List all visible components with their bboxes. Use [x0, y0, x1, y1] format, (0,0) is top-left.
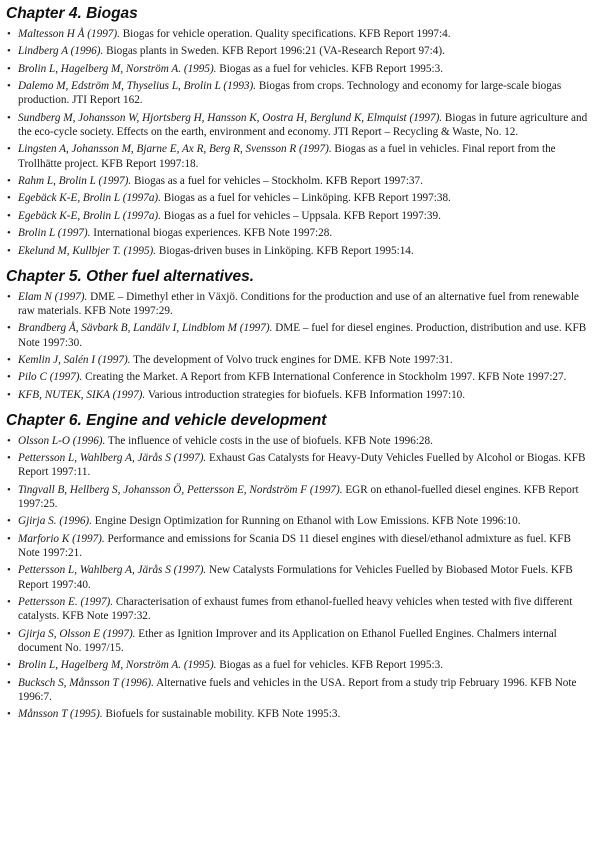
- reference-authors: Bucksch S, Månsson T (1996).: [18, 676, 154, 689]
- reference-text: Exhaust Gas Catalysts for Heavy-Duty Vehicles Fuelled by Alcohol or Biogas. KFB Report 1997:11.: [18, 452, 586, 479]
- reference-text: DME – fuel for diesel engines. Production, distribution and use. KFB Note 1997:30.: [18, 322, 587, 349]
- reference-authors: Gjirja S. (1996).: [18, 515, 92, 528]
- reference-text: DME – Dimethyl ether in Växjö. Conditions for the production and use of an alternative fuel from renewable raw materials. KFB Note 1997:29.: [18, 290, 579, 317]
- reference-item: [6, 226, 590, 240]
- reference-item: [6, 353, 590, 367]
- reference-list: [6, 290, 590, 402]
- bullet-icon: •: [7, 192, 11, 205]
- reference-item: [6, 174, 590, 188]
- reference-authors: Gjirja S, Olsson E (1997).: [18, 627, 136, 640]
- reference-text: The development of Volvo truck engines for DME. KFB Note 1997:31.: [130, 353, 453, 366]
- reference-item: [6, 434, 590, 448]
- reference-authors: Pettersson L, Wahlberg A, Järås S (1997).: [18, 452, 207, 465]
- reference-text: Biogas as a fuel for vehicles. KFB Report 1995:3.: [216, 62, 443, 75]
- bullet-icon: •: [7, 434, 11, 447]
- reference-item: [6, 370, 590, 384]
- reference-text: Biogas as a fuel for vehicles. KFB Report 1995:3.: [216, 659, 443, 672]
- reference-text: Various introduction strategies for biofuels. KFB Information 1997:10.: [145, 388, 466, 401]
- bullet-icon: •: [7, 452, 11, 465]
- reference-item: [6, 627, 590, 655]
- reference-text: Biogas-driven buses in Linköping. KFB Report 1995:14.: [156, 244, 414, 257]
- reference-item: [6, 321, 590, 349]
- reference-item: [6, 209, 590, 223]
- bullet-icon: •: [7, 62, 11, 75]
- bullet-icon: •: [7, 708, 11, 721]
- bullet-icon: •: [7, 388, 11, 401]
- chapter-heading: Chapter 6. Engine and vehicle development: [6, 411, 327, 429]
- reference-authors: Rahm L, Brolin L (1997).: [18, 174, 132, 187]
- reference-authors: Lingsten A, Johansson M, Bjarne E, Ax R, Berg R, Svensson R (1997).: [18, 143, 332, 156]
- reference-text: EGR on ethanol-fuelled diesel engines. KFB Report 1997:25.: [18, 483, 579, 511]
- reference-text: Ether as Ignition Improver and its Application on Ethanol Fuelled Engines. Chalmers internal document No. 1997/15.: [18, 627, 557, 654]
- chapter-6: [6, 412, 590, 722]
- reference-item: [6, 676, 590, 704]
- reference-text: Biogas plants in Sweden. KFB Report 1996:21 (VA-Research Report 97:4).: [103, 45, 445, 58]
- reference-text: Biogas from crops. Technology and economy for large-scale biogas production. JTI Report 162.: [18, 80, 562, 107]
- reference-item: [6, 62, 590, 76]
- reference-item: [6, 244, 590, 258]
- reference-item: [6, 27, 590, 41]
- reference-item: [6, 563, 590, 591]
- bullet-icon: •: [7, 483, 11, 496]
- reference-authors: Brolin L, Hagelberg M, Norström A. (1995).: [18, 659, 217, 672]
- bullet-icon: •: [7, 596, 11, 609]
- reference-authors: Pettersson L, Wahlberg A, Järås S (1997).: [18, 564, 207, 577]
- chapter-heading: Chapter 5. Other fuel alternatives.: [6, 267, 255, 285]
- bullet-icon: •: [7, 227, 11, 240]
- bullet-icon: •: [7, 371, 11, 384]
- reference-authors: Månsson T (1995).: [18, 708, 103, 721]
- reference-text: Performance and emissions for Scania DS 11 diesel engines with diesel/ethanol admixture as fuel. KFB Note 1997:21.: [18, 532, 571, 560]
- bullet-icon: •: [7, 209, 11, 222]
- reference-text: Biogas in future agriculture and the eco-cycle society. Effects on the earth, environment and economy. JTI Report – Recycling & Waste, No. 12.: [18, 111, 588, 138]
- reference-item: [6, 707, 590, 721]
- reference-authors: Marforio K (1997).: [18, 532, 105, 545]
- reference-text: Biogas for vehicle operation. Quality specifications. KFB Report 1997:4.: [119, 28, 451, 40]
- reference-list: [6, 434, 590, 722]
- bullet-icon: •: [7, 290, 11, 303]
- reference-authors: KFB, NUTEK, SIKA (1997).: [18, 388, 146, 401]
- reference-text: Characterisation of exhaust fumes from ethanol-fuelled heavy vehicles when tested with five different catalysts. KFB Note 1997:32.: [18, 596, 573, 623]
- reference-item: [6, 595, 590, 623]
- bullet-icon: •: [7, 244, 11, 257]
- reference-authors: Brolin L, Hagelberg M, Norström A. (1995).: [18, 62, 217, 75]
- reference-authors: Maltesson H Å (1997).: [18, 28, 120, 40]
- reference-authors: Tingvall B, Hellberg S, Johansson Ö, Pettersson E, Nordström F (1997).: [18, 483, 343, 496]
- reference-authors: Brandberg Å, Sävbark B, Landälv I, Lindblom M (1997).: [18, 322, 273, 335]
- reference-authors: Lindberg A (1996).: [18, 45, 104, 58]
- bullet-icon: •: [7, 28, 11, 40]
- bullet-icon: •: [7, 80, 11, 93]
- reference-item: [6, 191, 590, 205]
- reference-list: [6, 27, 590, 258]
- reference-item: [6, 44, 590, 58]
- reference-text: Biofuels for sustainable mobility. KFB Note 1995:3.: [102, 708, 341, 721]
- bullet-icon: •: [7, 659, 11, 672]
- reference-item: [6, 142, 590, 170]
- reference-item: [6, 658, 590, 672]
- reference-text: Biogas as a fuel for vehicles – Stockholm. KFB Report 1997:37.: [131, 174, 423, 187]
- reference-authors: Elam N (1997).: [18, 290, 88, 303]
- bullet-icon: •: [7, 45, 11, 58]
- reference-item: [6, 483, 590, 511]
- reference-text: Creating the Market. A Report from KFB International Conference in Stockholm 1997. KFB Note 1997:27.: [82, 371, 567, 384]
- reference-item: [6, 532, 590, 560]
- reference-item: [6, 79, 590, 107]
- reference-authors: Olsson L-O (1996).: [18, 434, 106, 447]
- reference-text: The influence of vehicle costs in the use of biofuels. KFB Note 1996:28.: [105, 434, 433, 447]
- reference-authors: Brolin L (1997).: [18, 227, 91, 240]
- bullet-icon: •: [7, 174, 11, 187]
- bullet-icon: •: [7, 564, 11, 577]
- reference-item: [6, 111, 590, 139]
- bullet-icon: •: [7, 627, 11, 640]
- reference-authors: Pettersson E. (1997).: [18, 596, 114, 609]
- chapter-heading: Chapter 4. Biogas: [6, 5, 138, 22]
- bullet-icon: •: [7, 143, 11, 156]
- reference-text: Alternative fuels and vehicles in the USA. Report from a study trip February 1996. KFB Note 1996:7.: [18, 676, 577, 703]
- bullet-icon: •: [7, 322, 11, 335]
- bullet-icon: •: [7, 515, 11, 528]
- chapter-5: [6, 268, 590, 402]
- reference-authors: Kemlin J, Salén I (1997).: [18, 353, 131, 366]
- reference-item: [6, 451, 590, 479]
- reference-authors: Sundberg M, Johansson W, Hjortsberg H, Hansson K, Oostra H, Berglund K, Elmquist (1997).: [18, 111, 443, 124]
- chapter-4: [6, 5, 590, 258]
- reference-text: Biogas as a fuel for vehicles – Uppsala. KFB Report 1997:39.: [160, 209, 441, 222]
- reference-text: New Catalysts Formulations for Vehicles Fuelled by Biobased Motor Fuels. KFB Report 1997:40.: [18, 564, 573, 591]
- bullet-icon: •: [7, 111, 11, 124]
- reference-item: [6, 514, 590, 528]
- reference-item: [6, 290, 590, 318]
- reference-text: International biogas experiences. KFB Note 1997:28.: [90, 227, 333, 240]
- bullet-icon: •: [7, 532, 11, 545]
- reference-authors: Egebäck K-E, Brolin L (1997a).: [18, 192, 161, 205]
- reference-authors: Ekelund M, Kullbjer T. (1995).: [18, 244, 157, 257]
- reference-authors: Pilo C (1997).: [18, 371, 83, 384]
- reference-text: Biogas as a fuel in vehicles. Final report from the Trollhätte project. KFB Report 1997:18.: [18, 143, 556, 170]
- reference-text: Engine Design Optimization for Running on Ethanol with Low Emissions. KFB Note 1996:10.: [91, 515, 521, 528]
- reference-authors: Egebäck K-E, Brolin L (1997a).: [18, 209, 161, 222]
- bullet-icon: •: [7, 353, 11, 366]
- reference-text: Biogas as a fuel for vehicles – Linköping. KFB Report 1997:38.: [160, 192, 451, 205]
- reference-item: [6, 388, 590, 402]
- bullet-icon: •: [7, 676, 11, 689]
- reference-authors: Dalemo M, Edström M, Thyselius L, Brolin L (1993).: [18, 80, 257, 93]
